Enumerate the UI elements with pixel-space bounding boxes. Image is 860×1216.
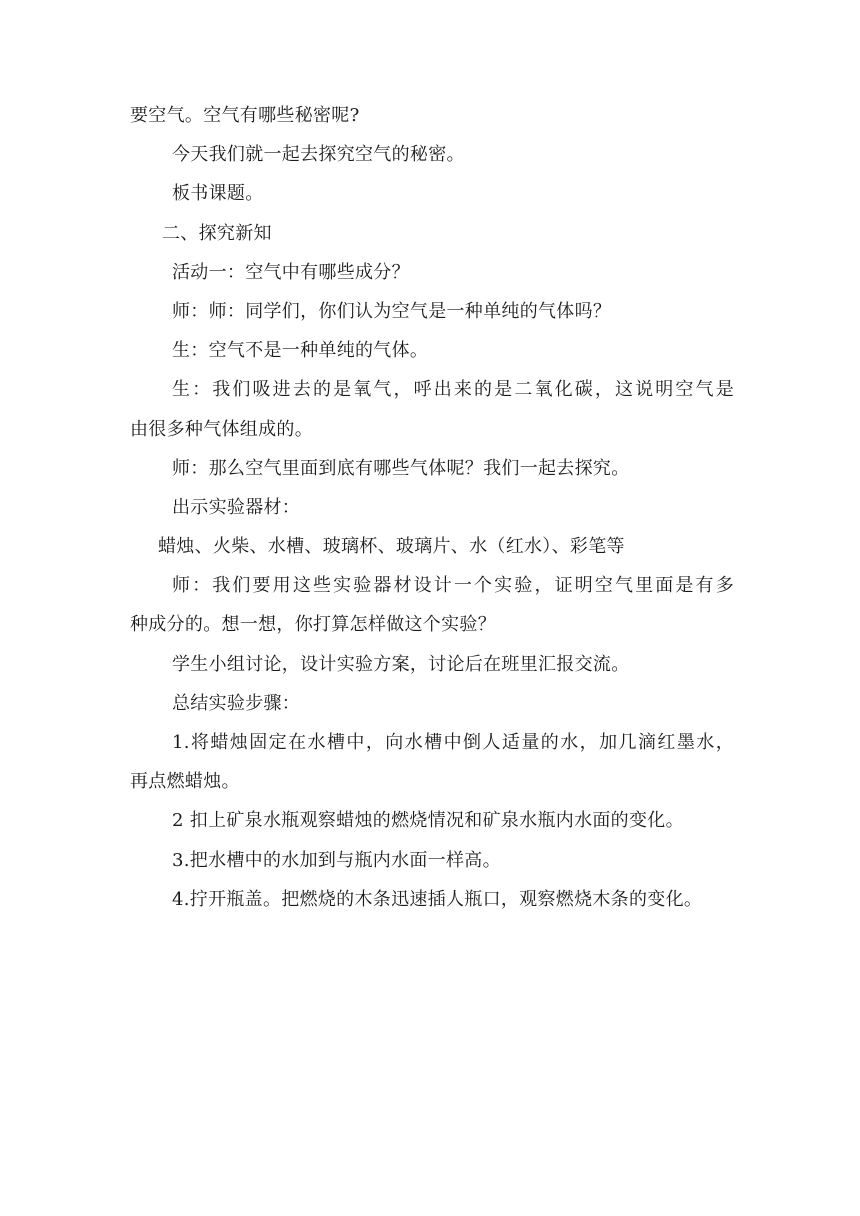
activity-heading: 活动一：空气中有哪些成分？ <box>172 261 410 283</box>
paragraph-line: 板书课题。 <box>172 183 264 205</box>
paragraph-line: 总结实验步骤： <box>172 692 301 714</box>
section-heading: 二、探究新知 <box>162 222 272 244</box>
step-line: 2 扣上矿泉水瓶观察蜡烛的燃烧情况和矿泉水瓶内水面的变化。 <box>172 810 684 832</box>
dialogue-line-continued: 种成分的。想一想，你打算怎样做这个实验？ <box>130 614 496 636</box>
step-line: 3.把水槽中的水加到与瓶内水面一样高。 <box>172 849 501 871</box>
materials-list: 蜡烛、火柴、水槽、玻璃杯、玻璃片、水（红水）、彩笔等 <box>158 536 625 558</box>
dialogue-line: 生：空气不是一种单纯的气体。 <box>172 340 429 362</box>
dialogue-line: 师：我们要用这些实验器材设计一个实验，证明空气里面是有多 <box>172 575 734 597</box>
dialogue-line: 师：那么空气里面到底有哪些气体呢？我们一起去探究。 <box>172 457 630 479</box>
paragraph-line: 出示实验器材： <box>172 496 301 518</box>
step-line: 4.拧开瓶盖。把燃烧的木条迅速插人瓶口，观察燃烧木条的变化。 <box>172 888 703 910</box>
dialogue-line-continued: 由很多种气体组成的。 <box>130 418 313 440</box>
step-line-continued: 再点燃蜡烛。 <box>130 771 240 793</box>
paragraph-line: 学生小组讨论，设计实验方案，讨论后在班里汇报交流。 <box>172 653 630 675</box>
dialogue-line: 生：我们吸进去的是氧气，呼出来的是二氧化碳，这说明空气是 <box>172 379 734 401</box>
step-line: 1.将蜡烛固定在水槽中，向水槽中倒人适量的水，加几滴红墨水， <box>172 732 734 753</box>
paragraph-line: 今天我们就一起去探究空气的秘密。 <box>172 144 465 166</box>
document-page <box>130 96 734 919</box>
paragraph-line: 要空气。空气有哪些秘密呢? <box>130 105 360 126</box>
dialogue-line: 师：师：同学们，你们认为空气是一种单纯的气体吗？ <box>172 300 612 322</box>
